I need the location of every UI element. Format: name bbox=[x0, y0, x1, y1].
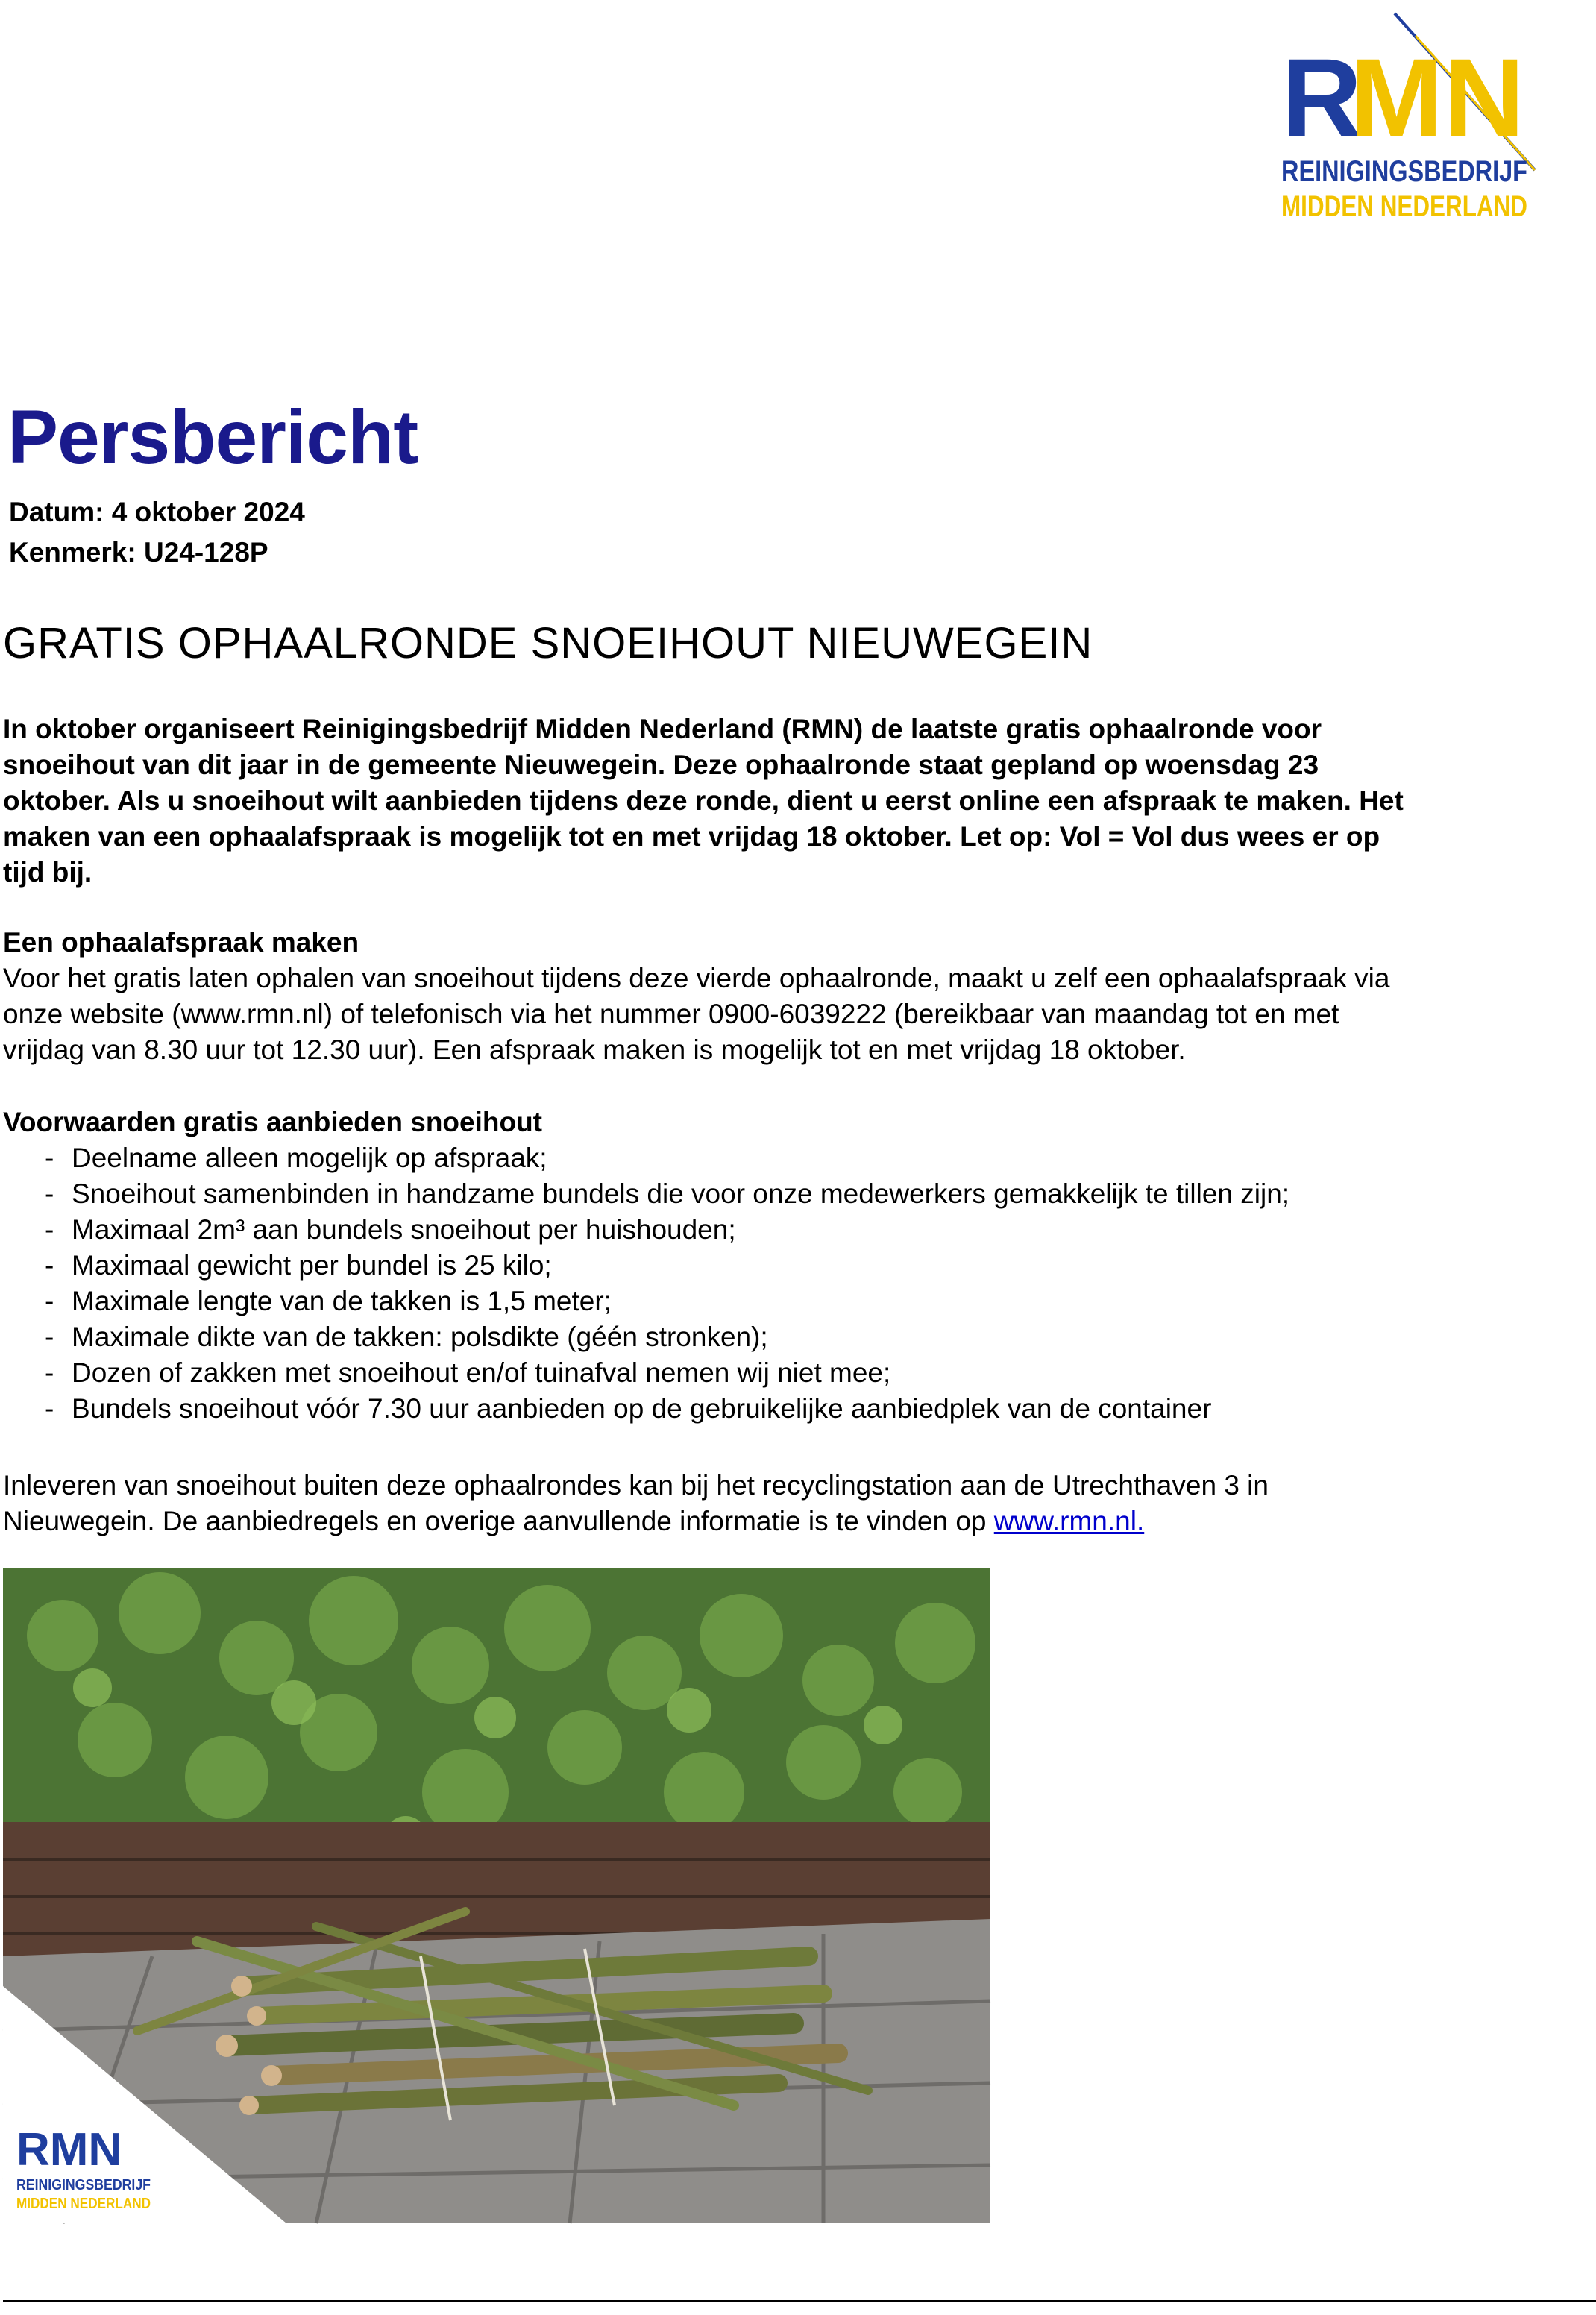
appointment-heading: Een ophaalafspraak maken bbox=[3, 927, 359, 958]
appointment-line: vrijdag van 8.30 uur tot 12.30 uur). Een afspraak maken is mogelijk tot en met vrijdag 18 oktober. bbox=[3, 1034, 1186, 1065]
logo-line-2: MIDDEN NEDERLAND bbox=[1281, 190, 1527, 223]
list-item: - Dozen of zakken met snoeihout en/of tuinafval nemen wij niet mee; bbox=[45, 1357, 891, 1388]
list-item: - Deelname alleen mogelijk op afspraak; bbox=[45, 1143, 547, 1173]
photo-bundled-branches bbox=[3, 1568, 990, 2223]
list-item: - Snoeihout samenbinden in handzame bundels die voor onze medewerkers gemakkelijk te tillen zijn; bbox=[45, 1178, 1290, 1209]
closing-line-1: Inleveren van snoeihout buiten deze ophaalrondes kan bij het recyclingstation aan de Utrechthaven 3 in bbox=[3, 1470, 1269, 1501]
intro-line: tijd bij. bbox=[3, 857, 92, 888]
appointment-line: onze website (www.rmn.nl) of telefonisch via het nummer 0900-6039222 (bereikbaar van maandag tot en met bbox=[3, 999, 1339, 1029]
closing-line-2: Nieuwegein. De aanbiedregels en overige aanvullende informatie is te vinden op www.rmn.nl. bbox=[3, 1506, 1145, 1536]
intro-line: snoeihout van dit jaar in de gemeente Nieuwegein. Deze ophaalronde staat gepland op woensdag 23 bbox=[3, 750, 1319, 780]
photo-logo-letters: RMN bbox=[16, 2124, 122, 2176]
photo-logo-line-1: REINIGINGSBEDRIJF bbox=[16, 2177, 151, 2193]
conditions-list bbox=[45, 1140, 1289, 1427]
conditions-heading: Voorwaarden gratis aanbieden snoeihout bbox=[3, 1107, 542, 1137]
intro-line: oktober. Als u snoeihout wilt aanbieden tijdens deze ronde, dient u eerst online een afspraak te maken. Het bbox=[3, 785, 1404, 816]
date-line bbox=[9, 498, 305, 526]
logo-line-1: REINIGINGSBEDRIJF bbox=[1281, 155, 1527, 188]
appointment-line: Voor het gratis laten ophalen van snoeihout tijdens deze vierde ophaalronde, maakt u zelf een ophaalafspraak via bbox=[3, 963, 1390, 993]
rmn-website-link[interactable]: www.rmn.nl. bbox=[993, 1506, 1145, 1536]
date-value: 4 oktober 2024 bbox=[111, 497, 305, 527]
appointment-paragraph bbox=[3, 961, 1584, 1068]
date-label: Datum: bbox=[9, 497, 104, 527]
reference-label: Kenmerk: bbox=[9, 537, 136, 568]
photo-logo-line-2: MIDDEN NEDERLAND bbox=[16, 2196, 151, 2212]
intro-line: maken van een ophaalafspraak is mogelijk tot en met vrijdag 18 oktober. Let op: Vol = Vol dus wees er op bbox=[3, 821, 1380, 852]
page-title: Persbericht bbox=[7, 395, 418, 480]
reference-value: U24-128P bbox=[143, 537, 268, 568]
logo-letter-m: M bbox=[1350, 35, 1443, 160]
list-item: - Maximale lengte van de takken is 1,5 meter; bbox=[45, 1286, 612, 1316]
list-item: - Maximale dikte van de takken: polsdikte (géén stronken); bbox=[45, 1322, 768, 1352]
list-item: - Maximaal gewicht per bundel is 25 kilo; bbox=[45, 1250, 552, 1281]
closing-paragraph bbox=[3, 1468, 1584, 1539]
intro-paragraph bbox=[3, 712, 1592, 890]
reference-line bbox=[9, 538, 268, 566]
logo-letter-n: N bbox=[1444, 35, 1525, 160]
list-item: - Bundels snoeihout vóór 7.30 uur aanbieden op de gebruikelijke aanbiedplek van de container bbox=[45, 1393, 1212, 1424]
logo-letter-r: R bbox=[1281, 35, 1363, 160]
list-item: - Maximaal 2m³ aan bundels snoeihout per huishouden; bbox=[45, 1214, 736, 1245]
rmn-logo bbox=[1266, 13, 1535, 230]
intro-line: In oktober organiseert Reinigingsbedrijf Midden Nederland (RMN) de laatste gratis ophaalronde voor bbox=[3, 714, 1322, 744]
footer-divider bbox=[3, 2300, 1596, 2302]
headline: GRATIS OPHAALRONDE SNOEIHOUT NIEUWEGEIN bbox=[3, 619, 1093, 668]
